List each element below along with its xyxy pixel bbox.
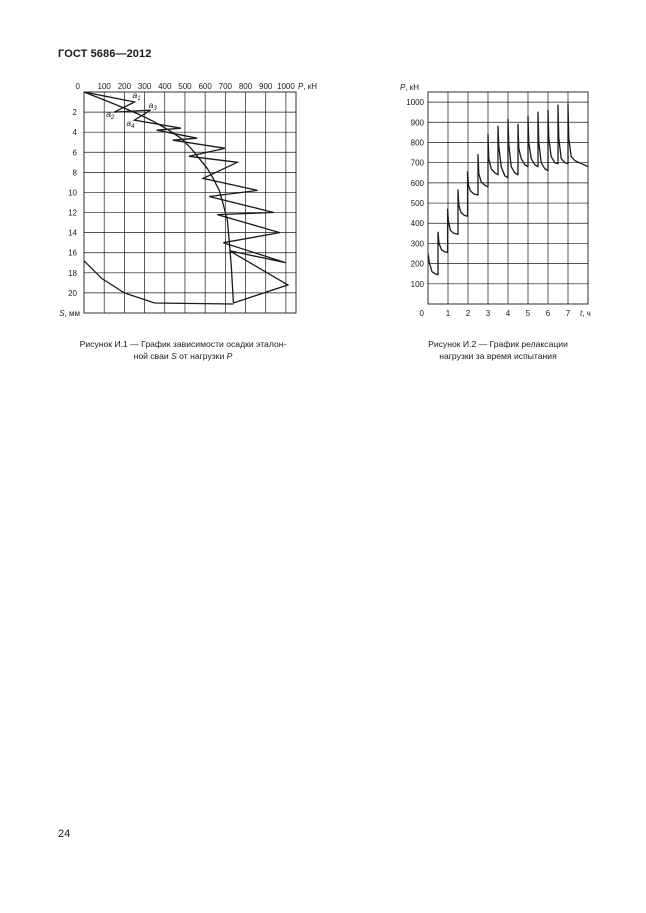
caption-var-p: P (226, 351, 233, 361)
y-tick-label: 400 (410, 219, 424, 229)
caption-text: от нагрузки (176, 351, 227, 361)
y-tick-label: 16 (68, 248, 77, 258)
y-tick-label: 10 (68, 188, 77, 198)
x-axis-label-unit: , кН (303, 82, 318, 91)
y-tick-label: 300 (410, 239, 424, 249)
x-tick-label: 1 (445, 309, 451, 318)
x-tick-label: 700 (218, 82, 233, 91)
y-tick-label: 1000 (406, 98, 424, 108)
figure-2-caption-line1: Рисунок И.2 — График релаксации (428, 339, 568, 349)
x-tick-label: 600 (198, 82, 212, 91)
y-tick-label: 18 (68, 268, 77, 278)
x-axis-label-var: P (298, 82, 304, 91)
y-tick-label: 600 (410, 178, 424, 188)
x-tick-label: 3 (485, 309, 491, 318)
y-axis-label-unit: , мм (64, 309, 80, 318)
y-tick-label: 900 (410, 118, 424, 128)
caption-text: ной сваи (133, 351, 172, 361)
figure-2-labels (400, 83, 591, 318)
origin-label: 0 (75, 82, 80, 91)
annotation-sub: 3 (153, 106, 157, 113)
annotation-sub: 2 (110, 115, 115, 122)
figure-1-caption-line2 (58, 350, 308, 362)
y-axis-label-var: P (400, 83, 406, 92)
y-axis-label (400, 83, 419, 92)
figure-1-caption (58, 338, 308, 362)
x-tick-label: 100 (97, 82, 111, 91)
y-tick-label: 700 (410, 158, 424, 168)
document-header: ГОСТ 5686—2012 (58, 48, 152, 60)
y-tick-label: 2 (72, 108, 77, 118)
y-tick-label: 4 (72, 128, 77, 138)
y-tick-label: 500 (410, 199, 424, 209)
annotation-base: a (132, 90, 138, 101)
x-tick-label: 200 (117, 82, 132, 91)
caption-var-s: S (171, 351, 177, 361)
x-tick-label: 5 (525, 309, 531, 318)
figure-1-caption-line1: Рисунок И.1 — График зависимости осадки эталон- (79, 339, 287, 349)
origin-label: 0 (419, 309, 424, 318)
y-tick-label: 14 (68, 228, 77, 238)
x-tick-label: 4 (505, 309, 511, 318)
y-tick-label: 6 (72, 148, 77, 158)
x-tick-label: 1000 (277, 82, 295, 91)
x-tick-label: 300 (137, 82, 152, 91)
y-tick-label: 100 (410, 279, 424, 289)
x-axis-label-var: t (580, 309, 583, 318)
y-axis-label-unit: , кН (405, 83, 420, 92)
y-tick-label: 200 (410, 259, 424, 269)
y-tick-label: 20 (68, 288, 77, 298)
y-axis-label-var: S (59, 309, 65, 318)
x-axis-label-unit: , ч (582, 309, 591, 318)
x-tick-label: 900 (259, 82, 273, 91)
figure-2-caption-line2: нагрузки за время испытания (439, 351, 557, 361)
annotation-sub: 4 (131, 124, 135, 131)
x-tick-label: 400 (158, 82, 172, 91)
y-tick-label: 12 (68, 208, 77, 218)
page-number: 24 (58, 828, 71, 840)
y-tick-label: 800 (410, 138, 424, 148)
annotation-base: a (148, 100, 154, 111)
x-axis-label (580, 309, 591, 318)
annotation-base: a (126, 118, 132, 129)
x-tick-label: 6 (545, 309, 551, 318)
x-tick-label: 800 (238, 82, 253, 91)
annotation-sub: 1 (137, 96, 141, 103)
annotation-base: a (106, 109, 111, 120)
x-tick-label: 2 (465, 309, 471, 318)
x-tick-label: 500 (178, 82, 192, 91)
figure-2-caption (408, 338, 588, 362)
x-tick-label: 7 (565, 309, 571, 318)
y-tick-label: 8 (72, 168, 77, 178)
